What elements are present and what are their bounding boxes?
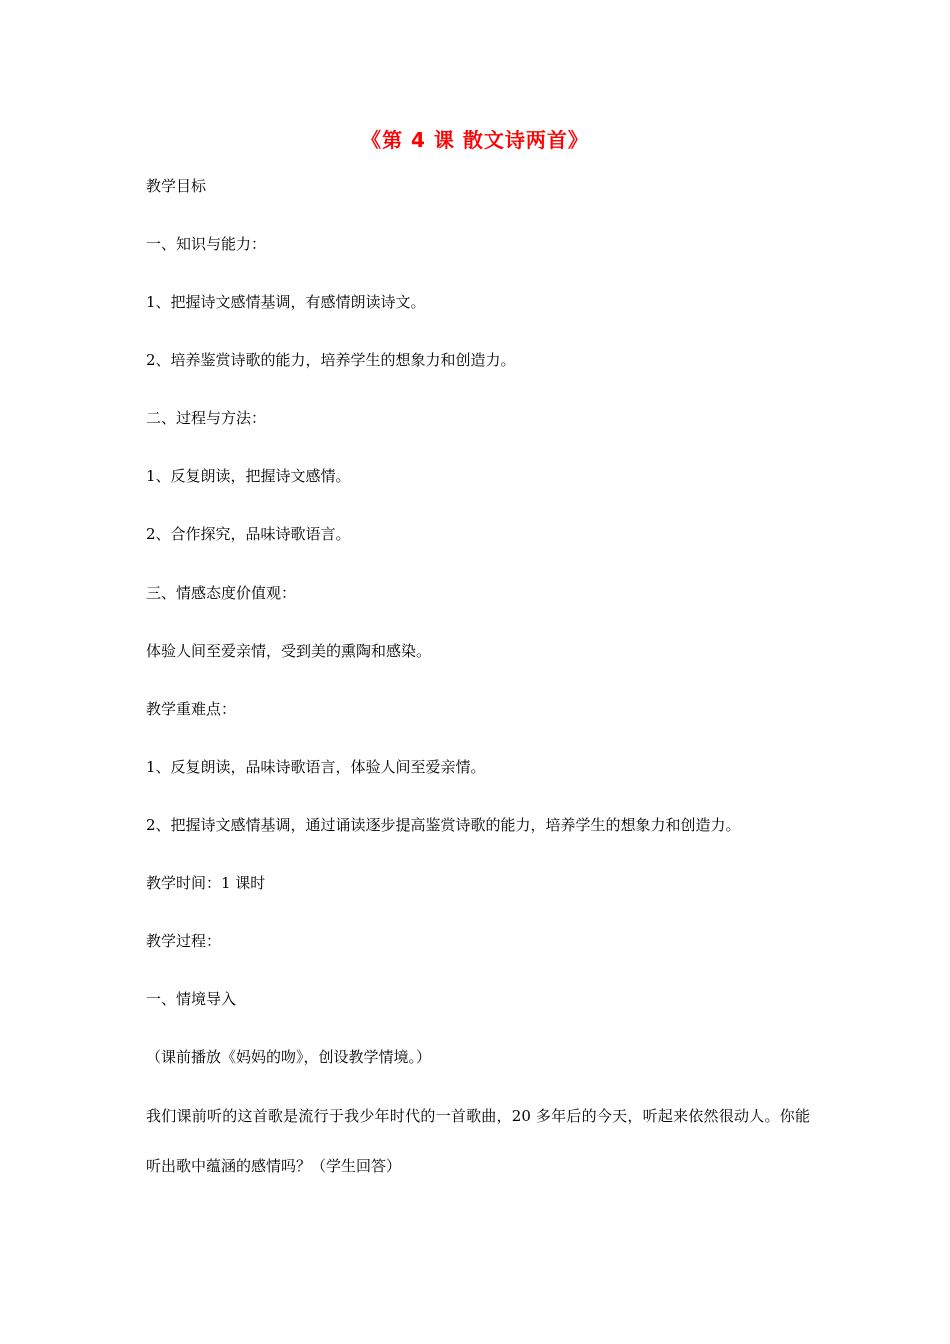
heading-key-points: 教学重难点： bbox=[146, 700, 237, 718]
section-situation-intro: 一、情境导入 bbox=[146, 990, 237, 1008]
goal-item-1: 1、把握诗文感情基调，有感情朗读诗文。 bbox=[146, 293, 426, 311]
process-item-1: 1、反复朗读，把握诗文感情。 bbox=[146, 467, 351, 485]
heading-teaching-goals: 教学目标 bbox=[146, 177, 207, 195]
intro-paragraph: 我们课前听的这首歌是流行于我少年时代的一首歌曲，20 多年后的今天，听起来依然很动人。你能听出歌中蕴涵的感情吗？（学生回答） bbox=[146, 1107, 810, 1175]
values-item: 体验人间至爱亲情，受到美的熏陶和感染。 bbox=[146, 642, 432, 660]
key-point-1: 1、反复朗读，品味诗歌语言，体验人间至爱亲情。 bbox=[146, 758, 486, 776]
teaching-time: 教学时间：1 课时 bbox=[146, 874, 266, 892]
document-title: 《第 4 课 散文诗两首》 bbox=[361, 128, 589, 152]
section-process-method: 二、过程与方法： bbox=[146, 409, 267, 427]
section-values: 三、情感态度价值观： bbox=[146, 584, 297, 602]
section-knowledge-ability: 一、知识与能力： bbox=[146, 235, 267, 253]
key-point-2: 2、把握诗文感情基调，通过诵读逐步提高鉴赏诗歌的能力，培养学生的想象力和创造力。 bbox=[146, 816, 741, 834]
process-item-2: 2、合作探究，品味诗歌语言。 bbox=[146, 525, 351, 543]
goal-item-2: 2、培养鉴赏诗歌的能力，培养学生的想象力和创造力。 bbox=[146, 351, 516, 369]
intro-note: （课前播放《妈妈的吻》，创设教学情境。） bbox=[146, 1048, 432, 1066]
heading-teaching-process: 教学过程： bbox=[146, 932, 222, 950]
